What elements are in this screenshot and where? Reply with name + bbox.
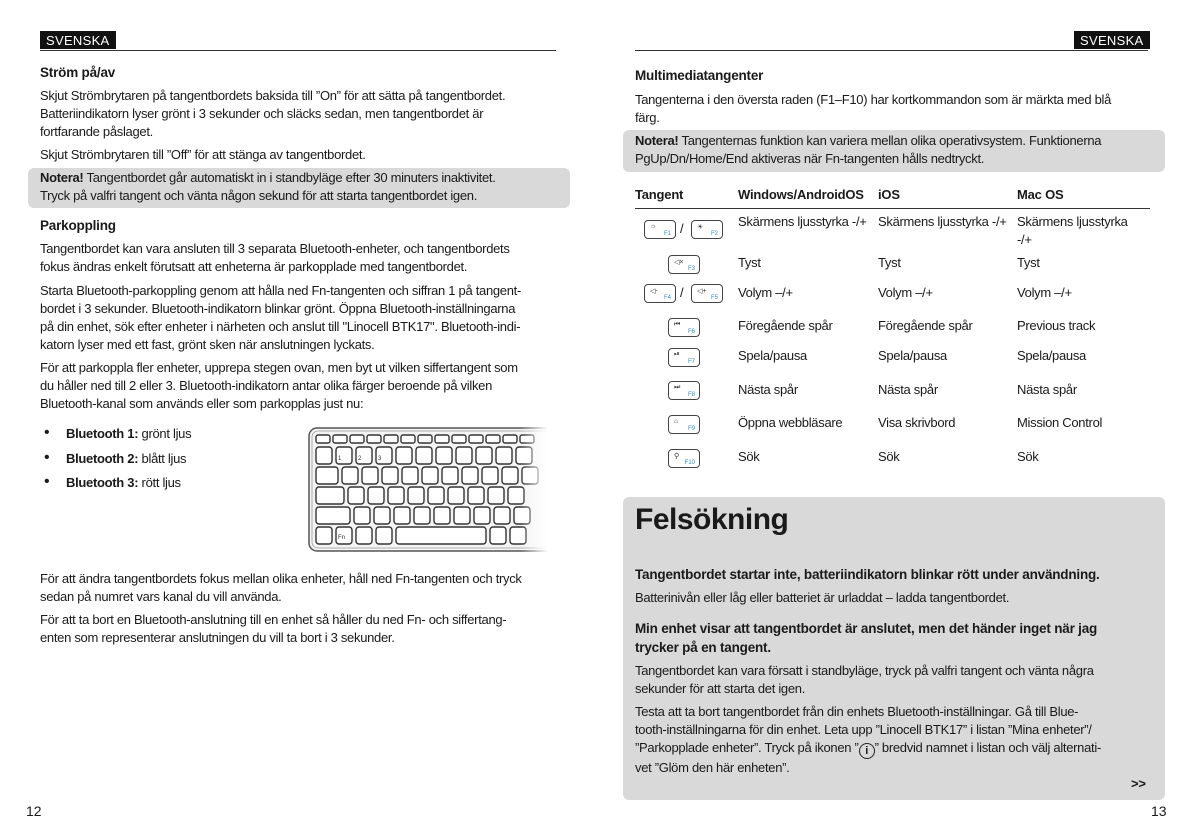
pairing-paragraph-4 bbox=[40, 570, 522, 606]
bullet-bluetooth-1: • Bluetooth 1: grönt ljus bbox=[44, 424, 192, 441]
fn-key-label: Fn bbox=[338, 535, 346, 541]
key-2-label: 2 bbox=[358, 456, 362, 462]
table-header-key: Tangent bbox=[635, 187, 684, 202]
f8-next-track-key-icon: ⏭ F8 bbox=[668, 381, 700, 400]
f9-home-key-icon: ⌂ F9 bbox=[668, 415, 700, 434]
cell-macos bbox=[1017, 213, 1128, 249]
f4-volume-down-key-icon: ◁- F4 bbox=[644, 284, 676, 303]
note-text: Tryck på valfri tangent och vänta någon sekund för att starta tangentbordet igen. bbox=[40, 188, 478, 203]
text-line: enten som representerar anslutningen du vill ta bort i 3 sekunder. bbox=[40, 630, 395, 645]
table-header-rule bbox=[635, 208, 1150, 209]
text-line: För att parkoppla fler enheter, upprepa stegen ovan, men byt ut vilken siffertangent som bbox=[40, 360, 518, 375]
cell-ios: Volym –/+ bbox=[878, 285, 933, 300]
cell-ios: Spela/pausa bbox=[878, 348, 947, 363]
left-page bbox=[0, 0, 595, 839]
cell-macos: Tyst bbox=[1017, 255, 1040, 270]
cell-windows: Volym –/+ bbox=[738, 285, 793, 300]
text-line: Skjut Strömbrytaren på tangentbordets baksida till ”On” för att sätta på tangentbordet. bbox=[40, 88, 506, 103]
f3-mute-key-icon: ◁× F3 bbox=[668, 255, 700, 274]
f10-search-key-icon: ⚲ F10 bbox=[668, 449, 700, 468]
note-text: Tangenternas funktion kan variera mellan olika operativsystem. Funktionerna bbox=[678, 133, 1102, 148]
cell-windows: Föregående spår bbox=[738, 318, 833, 333]
bullet-label: Bluetooth 3: bbox=[66, 475, 139, 490]
cell-windows: Tyst bbox=[738, 255, 761, 270]
text-line: katorn lyser med ett fast, grönt sken när anslutningen lyckats. bbox=[40, 337, 375, 352]
header-rule bbox=[40, 50, 556, 51]
cell-macos: Mission Control bbox=[1017, 415, 1103, 430]
cell-windows: Öppna webbläsare bbox=[738, 415, 843, 430]
cell-macos: Volym –/+ bbox=[1017, 285, 1072, 300]
cell-macos: Sök bbox=[1017, 449, 1039, 464]
table-header-ios: iOS bbox=[878, 187, 900, 202]
text-line: -/+ bbox=[1017, 232, 1032, 247]
key-separator: / bbox=[680, 285, 684, 300]
language-tag: SVENSKA bbox=[40, 31, 116, 49]
cell-windows: Skärmens ljusstyrka -/+ bbox=[738, 214, 867, 229]
multimedia-paragraph bbox=[635, 91, 1111, 127]
key-separator: / bbox=[680, 221, 684, 236]
f7-play-pause-key-icon: ⏯ F7 bbox=[668, 348, 700, 367]
text-line: på din enhet, sök efter enheter i närheten och anslut till "Linocell BTK17". Bluetooth-indi- bbox=[40, 319, 521, 334]
text-line: fokus ändras enkelt förutsatt att enheterna är parkopplade med tangentbordet. bbox=[40, 259, 468, 274]
text-line: bordet i 3 sekunder. Bluetooth-indikatorn blinkar grönt. Öppna Bluetooth-inställningarna bbox=[40, 301, 516, 316]
f5-volume-up-key-icon: ◁+ F5 bbox=[691, 284, 723, 303]
bullet-text: blått ljus bbox=[138, 451, 187, 466]
cell-ios: Sök bbox=[878, 449, 900, 464]
multimedia-note bbox=[623, 130, 1165, 172]
info-icon: i bbox=[859, 743, 875, 759]
note-text: Tangentbordet går automatiskt in i standbyläge efter 30 minuters inaktivitet. bbox=[83, 170, 496, 185]
cell-ios: Nästa spår bbox=[878, 382, 938, 397]
language-tag: SVENSKA bbox=[1074, 31, 1150, 49]
troubleshooting-title: Felsökning bbox=[635, 503, 789, 536]
cell-windows: Nästa spår bbox=[738, 382, 798, 397]
cell-macos: Nästa spår bbox=[1017, 382, 1077, 397]
text-line: tooth-inställningarna för din enhet. Leta upp ”Linocell BTK17” i listan ”Mina enheter”/ bbox=[635, 722, 1092, 737]
keyboard-illustration bbox=[308, 427, 548, 552]
troubleshooting-answer-2 bbox=[635, 662, 1094, 698]
header-rule bbox=[635, 50, 1148, 51]
troubleshooting-box bbox=[623, 497, 1165, 800]
pairing-paragraph-5 bbox=[40, 611, 506, 647]
power-note bbox=[28, 168, 570, 208]
text-line: sedan på numret vars kanal du vill använda. bbox=[40, 589, 282, 604]
bullet-text: grönt ljus bbox=[138, 426, 192, 441]
troubleshooting-answer-3 bbox=[635, 703, 1101, 777]
text-line: Skärmens ljusstyrka bbox=[1017, 214, 1128, 229]
text-line: fortfarande påslaget. bbox=[40, 124, 153, 139]
f6-previous-track-key-icon: ⏮ F6 bbox=[668, 318, 700, 337]
bullet-label: Bluetooth 2: bbox=[66, 451, 139, 466]
cell-ios: Föregående spår bbox=[878, 318, 973, 333]
text-line: trycker på en tangent. bbox=[635, 640, 771, 655]
pairing-paragraph-1 bbox=[40, 240, 510, 276]
text-line: färg. bbox=[635, 110, 660, 125]
cell-macos: Previous track bbox=[1017, 318, 1096, 333]
bullet-text: rött ljus bbox=[138, 475, 181, 490]
text-line: vet ”Glöm den här enheten”. bbox=[635, 760, 790, 775]
page-number: 13 bbox=[1151, 803, 1167, 819]
multimedia-heading: Multimediatangenter bbox=[635, 68, 764, 83]
bullet-label: Bluetooth 1: bbox=[66, 426, 139, 441]
troubleshooting-question-1: Tangentbordet startar inte, batteriindikatorn blinkar rött under användning. bbox=[635, 567, 1100, 582]
text-line: sekunder för att starta det igen. bbox=[635, 681, 806, 696]
cell-macos: Spela/pausa bbox=[1017, 348, 1086, 363]
text-line: Testa att ta bort tangentbordet från din enhets Bluetooth-inställningar. Gå till Blue- bbox=[635, 704, 1079, 719]
text-line: Bluetooth-kanal som används eller som parkopplas just nu: bbox=[40, 396, 364, 411]
continue-arrow: >> bbox=[1131, 776, 1146, 791]
text-line: Tangenterna i den översta raden (F1–F10) har kortkommandon som är märkta med blå bbox=[635, 92, 1112, 107]
bullet-bluetooth-3: • Bluetooth 3: rött ljus bbox=[44, 473, 181, 490]
text-line: ”Parkopplade enheter”. Tryck på ikonen ” i ” bredvid namnet i listan och välj alternati- bbox=[635, 740, 1101, 757]
pairing-paragraph-2 bbox=[40, 282, 521, 354]
cell-ios: Skärmens ljusstyrka -/+ bbox=[878, 214, 1007, 229]
text-line: Tangentbordet kan vara ansluten till 3 separata Bluetooth-enheter, och tangentbordets bbox=[40, 241, 510, 256]
text-line: Min enhet visar att tangentbordet är anslutet, men det händer inget när jag bbox=[635, 621, 1098, 636]
cell-windows: Sök bbox=[738, 449, 760, 464]
f2-brightness-up-key-icon: ☀ F2 bbox=[691, 220, 723, 239]
key-3-label: 3 bbox=[378, 456, 382, 462]
bullet-bluetooth-2: • Bluetooth 2: blått ljus bbox=[44, 449, 187, 466]
page-number: 12 bbox=[26, 803, 42, 819]
troubleshooting-answer-1: Batterinivån eller låg eller batteriet är urladdat – ladda tangentbordet. bbox=[635, 590, 1010, 605]
power-paragraph-1 bbox=[40, 87, 505, 141]
cell-ios: Visa skrivbord bbox=[878, 415, 956, 430]
text-line: du håller ned till 2 eller 3. Bluetooth-indikatorn antar olika färger beroende på vilken bbox=[40, 378, 493, 393]
text-line: För att ta bort en Bluetooth-anslutning till en enhet så håller du ned Fn- och siffertang- bbox=[40, 612, 507, 627]
pairing-heading: Parkoppling bbox=[40, 218, 116, 233]
pairing-paragraph-3 bbox=[40, 359, 518, 413]
cell-windows: Spela/pausa bbox=[738, 348, 807, 363]
table-header-windows: Windows/AndroidOS bbox=[738, 187, 864, 202]
text-line: Starta Bluetooth-parkoppling genom att hålla ned Fn-tangenten och siffran 1 på tangent- bbox=[40, 283, 522, 298]
cell-ios: Tyst bbox=[878, 255, 901, 270]
table-header-macos: Mac OS bbox=[1017, 187, 1064, 202]
f1-brightness-down-key-icon: ☼ F1 bbox=[644, 220, 676, 239]
key-1-label: 1 bbox=[338, 456, 342, 462]
note-label: Notera! bbox=[635, 133, 679, 148]
text-line: Batteriindikatorn lyser grönt i 3 sekunder och släcks sedan, men tangentbordet är bbox=[40, 106, 484, 121]
power-heading: Ström på/av bbox=[40, 65, 116, 80]
note-label: Notera! bbox=[40, 170, 84, 185]
note-text: PgUp/Dn/Home/End aktiveras när Fn-tangenten hålls nedtryckt. bbox=[635, 151, 985, 166]
power-paragraph-2: Skjut Strömbrytaren till ”Off” för att stänga av tangentbordet. bbox=[40, 147, 366, 162]
text-line: För att ändra tangentbordets fokus mellan olika enheter, håll ned Fn-tangenten och tryck bbox=[40, 571, 522, 586]
troubleshooting-question-2 bbox=[635, 619, 1097, 657]
text-line: Tangentbordet kan vara försatt i standbyläge, tryck på valfri tangent och vänta några bbox=[635, 663, 1094, 678]
